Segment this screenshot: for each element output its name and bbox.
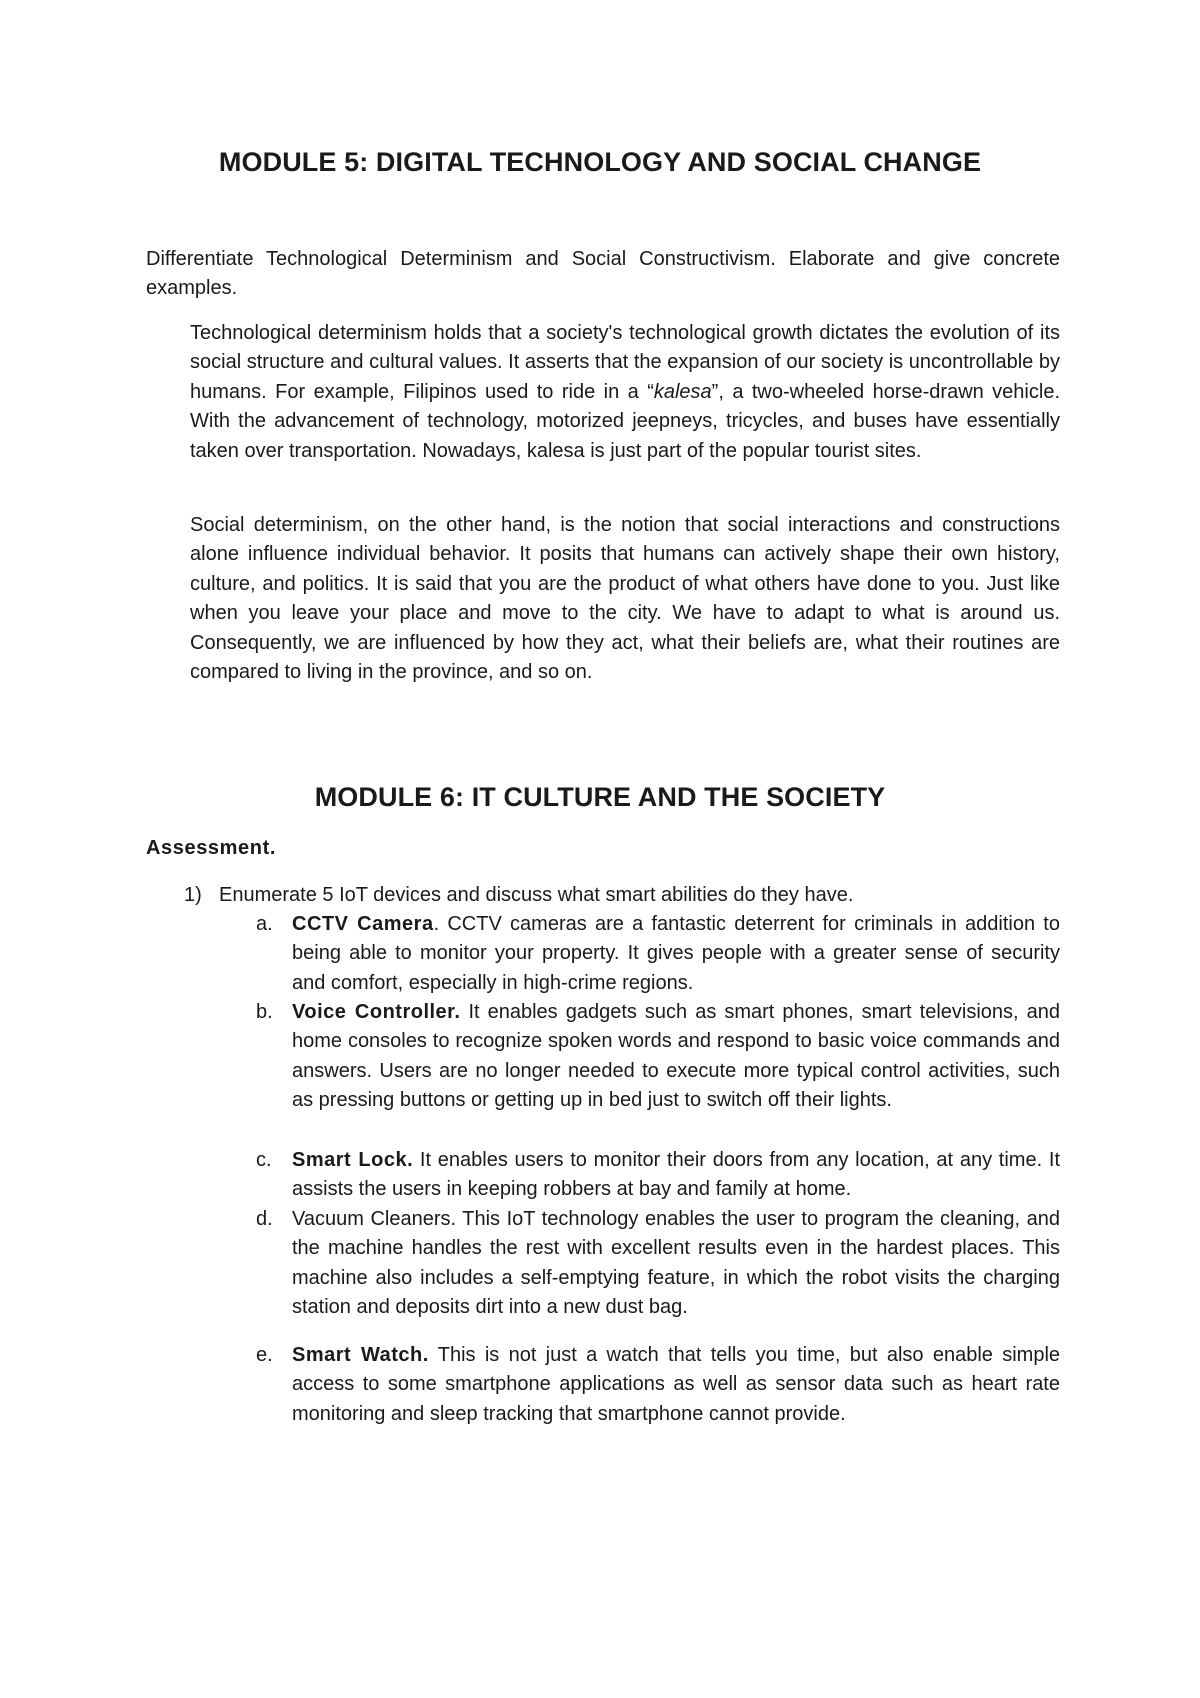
- list-item-title: CCTV Camera: [292, 913, 434, 935]
- tech-para-after: ”, a two-wheeled horse-drawn vehicle. With the advancement of technology, motorized jeepneys, tricycles, and buses have essentially taken over transportation. Nowadays, kalesa is just part of the popular tourist sites.: [190, 380, 1060, 462]
- list-item-text: It enables users to monitor their doors from any location, at any time. It assists the users in keeping robbers at bay and family at home.: [292, 1149, 1061, 1201]
- list-item-text: Vacuum Cleaners. This IoT technology enables the user to program the cleaning, and the machine handles the rest with excellent results even in the hardest places. This machine also includes a self-emptying feature, in which the robot visits the charging station and deposits dirt into a new dust bag.: [292, 1208, 1060, 1319]
- list-item-letter: e.: [256, 1344, 273, 1366]
- list-item: [256, 910, 1060, 998]
- list-item-title: Voice Controller.: [292, 1001, 461, 1023]
- list-item-letter: b.: [256, 1001, 273, 1023]
- list-item-text: This is not just a watch that tells you time, but also enable simple access to some smartphone applications as well as sensor data such as heart rate monitoring and sleep tracking that smartphone cannot provide.: [292, 1344, 1061, 1425]
- list-item-title: Smart Watch.: [292, 1344, 429, 1366]
- list-item-text: It enables gadgets such as smart phones, smart televisions, and home consoles to recognize spoken words and respond to basic voice commands and answers. Users are no longer needed to execute more typical control activities, such as pressing buttons or getting up in bed just to switch off their lights.: [292, 1001, 1060, 1112]
- list-item-title: Smart Lock.: [292, 1149, 414, 1171]
- list-item: [256, 1341, 1060, 1429]
- kalesa-italic: kalesa: [653, 380, 712, 403]
- question-number: 1): [184, 884, 202, 906]
- assessment-label: Assessment.: [146, 837, 276, 859]
- list-item-letter: c.: [256, 1149, 272, 1171]
- list-item: [256, 1146, 1060, 1205]
- list-item: [256, 1205, 1060, 1323]
- module-6-title: MODULE 6: IT CULTURE AND THE SOCIETY: [314, 782, 886, 812]
- question-1: [184, 881, 853, 910]
- list-item-text: . CCTV cameras are a fantastic deterrent for criminals in addition to being able to monitor your property. It gives people with a greater sense of security and comfort, especially in high-crime regions.: [292, 913, 1060, 994]
- question-text: Enumerate 5 IoT devices and discuss what smart abilities do they have.: [219, 884, 854, 906]
- tech-para-before: Technological determinism holds that a society's technological growth dictates the evolution of its social structure and cultural values. It asserts that the expansion of our society is uncontrollable by humans. For example, Filipinos used to ride in a “: [190, 322, 1060, 403]
- module-5-title: MODULE 5: DIGITAL TECHNOLOGY AND SOCIAL CHANGE: [218, 147, 982, 177]
- module-5-prompt: Differentiate Technological Determinism and Social Constructivism. Elaborate and give concrete examples.: [146, 248, 1060, 300]
- social-determinism-paragraph: Social determinism, on the other hand, is the notion that social interactions and constructions alone influence individual behavior. It posits that humans can actively shape their own history, culture, and politics. It is said that you are the product of what others have done to you. Just like when you leave your place and move to the city. We have to adapt to what is around us. Consequently, we are influenced by how they act, what their beliefs are, what their routines are compared to living in the province, and so on.: [190, 514, 1060, 684]
- technological-determinism-paragraph: [190, 319, 1060, 466]
- list-item-letter: a.: [256, 913, 273, 935]
- list-item: [256, 998, 1060, 1116]
- list-item-letter: d.: [256, 1208, 273, 1230]
